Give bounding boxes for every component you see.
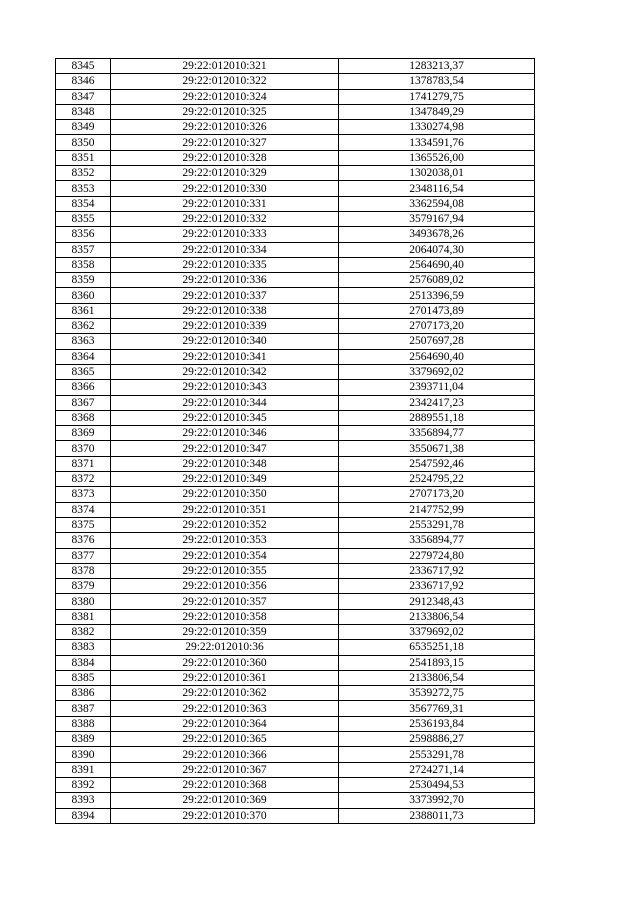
cadastral-number-cell: 29:22:012010:354	[111, 548, 339, 563]
cadastral-number-cell: 29:22:012010:351	[111, 502, 339, 517]
cadastral-value-cell: 2707173,20	[339, 487, 535, 502]
row-number-cell: 8349	[56, 120, 111, 135]
cadastral-value-cell: 2133806,54	[339, 670, 535, 685]
table-row	[56, 579, 535, 594]
row-number-cell: 8358	[56, 257, 111, 272]
cadastral-number-cell: 29:22:012010:359	[111, 624, 339, 639]
table-row	[56, 242, 535, 257]
cadastral-value-cell: 6535251,18	[339, 640, 535, 655]
row-number-cell: 8350	[56, 135, 111, 150]
table-body	[56, 59, 535, 824]
row-number-cell: 8356	[56, 227, 111, 242]
row-number-cell: 8390	[56, 747, 111, 762]
cadastral-value-cell: 1741279,75	[339, 89, 535, 104]
table-row	[56, 74, 535, 89]
row-number-cell: 8368	[56, 410, 111, 425]
cadastral-number-cell: 29:22:012010:326	[111, 120, 339, 135]
table-row	[56, 655, 535, 670]
cadastral-value-cell: 2564690,40	[339, 349, 535, 364]
row-number-cell: 8354	[56, 196, 111, 211]
cadastral-value-cell: 3362594,08	[339, 196, 535, 211]
row-number-cell: 8363	[56, 334, 111, 349]
row-number-cell: 8391	[56, 762, 111, 777]
table-row	[56, 548, 535, 563]
row-number-cell: 8347	[56, 89, 111, 104]
cadastral-value-cell: 2598886,27	[339, 732, 535, 747]
table-row	[56, 288, 535, 303]
cadastral-number-cell: 29:22:012010:332	[111, 211, 339, 226]
table-row	[56, 319, 535, 334]
table-row	[56, 747, 535, 762]
cadastral-number-cell: 29:22:012010:36	[111, 640, 339, 655]
cadastral-value-cell: 2701473,89	[339, 303, 535, 318]
table-row	[56, 59, 535, 74]
cadastral-number-cell: 29:22:012010:328	[111, 150, 339, 165]
cadastral-value-cell: 3356894,77	[339, 426, 535, 441]
cadastral-value-cell: 2348116,54	[339, 181, 535, 196]
cadastral-number-cell: 29:22:012010:355	[111, 563, 339, 578]
cadastral-value-cell: 2724271,14	[339, 762, 535, 777]
row-number-cell: 8387	[56, 701, 111, 716]
table-row	[56, 732, 535, 747]
table-row	[56, 380, 535, 395]
cadastral-value-cell: 2336717,92	[339, 563, 535, 578]
row-number-cell: 8377	[56, 548, 111, 563]
row-number-cell: 8385	[56, 670, 111, 685]
cadastral-value-cell: 2147752,99	[339, 502, 535, 517]
row-number-cell: 8359	[56, 273, 111, 288]
row-number-cell: 8382	[56, 624, 111, 639]
row-number-cell: 8366	[56, 380, 111, 395]
cadastral-number-cell: 29:22:012010:352	[111, 517, 339, 532]
cadastral-value-cell: 3379692,02	[339, 624, 535, 639]
row-number-cell: 8370	[56, 441, 111, 456]
row-number-cell: 8376	[56, 533, 111, 548]
row-number-cell: 8352	[56, 166, 111, 181]
cadastral-number-cell: 29:22:012010:357	[111, 594, 339, 609]
table-row	[56, 426, 535, 441]
table-row	[56, 89, 535, 104]
table-row	[56, 104, 535, 119]
row-number-cell: 8381	[56, 609, 111, 624]
row-number-cell: 8383	[56, 640, 111, 655]
table-row	[56, 196, 535, 211]
table-row	[56, 777, 535, 792]
cadastral-number-cell: 29:22:012010:324	[111, 89, 339, 104]
table-row	[56, 793, 535, 808]
cadastral-number-cell: 29:22:012010:358	[111, 609, 339, 624]
row-number-cell: 8364	[56, 349, 111, 364]
table-row	[56, 640, 535, 655]
cadastral-value-cell: 3373992,70	[339, 793, 535, 808]
row-number-cell: 8379	[56, 579, 111, 594]
cadastral-number-cell: 29:22:012010:339	[111, 319, 339, 334]
table-row	[56, 349, 535, 364]
cadastral-value-cell: 3579167,94	[339, 211, 535, 226]
table-row	[56, 701, 535, 716]
row-number-cell: 8362	[56, 319, 111, 334]
cadastral-value-cell: 1334591,76	[339, 135, 535, 150]
cadastral-value-cell: 2064074,30	[339, 242, 535, 257]
cadastral-number-cell: 29:22:012010:350	[111, 487, 339, 502]
table-row	[56, 166, 535, 181]
cadastral-number-cell: 29:22:012010:363	[111, 701, 339, 716]
row-number-cell: 8394	[56, 808, 111, 823]
cadastral-number-cell: 29:22:012010:362	[111, 686, 339, 701]
cadastral-number-cell: 29:22:012010:344	[111, 395, 339, 410]
cadastral-value-cell: 2507697,28	[339, 334, 535, 349]
cadastral-value-cell: 2553291,78	[339, 747, 535, 762]
table-row	[56, 624, 535, 639]
cadastral-value-cell: 1365526,00	[339, 150, 535, 165]
table-row	[56, 120, 535, 135]
cadastral-number-cell: 29:22:012010:369	[111, 793, 339, 808]
cadastral-number-cell: 29:22:012010:343	[111, 380, 339, 395]
table-row	[56, 502, 535, 517]
cadastral-value-cell: 3379692,02	[339, 364, 535, 379]
row-number-cell: 8389	[56, 732, 111, 747]
cadastral-number-cell: 29:22:012010:341	[111, 349, 339, 364]
row-number-cell: 8388	[56, 716, 111, 731]
table-row	[56, 533, 535, 548]
cadastral-number-cell: 29:22:012010:360	[111, 655, 339, 670]
table-row	[56, 563, 535, 578]
cadastral-number-cell: 29:22:012010:367	[111, 762, 339, 777]
cadastral-number-cell: 29:22:012010:340	[111, 334, 339, 349]
table-row	[56, 364, 535, 379]
row-number-cell: 8393	[56, 793, 111, 808]
table-row	[56, 456, 535, 471]
row-number-cell: 8367	[56, 395, 111, 410]
cadastral-value-cell: 3567769,31	[339, 701, 535, 716]
table-row	[56, 410, 535, 425]
cadastral-value-cell: 2393711,04	[339, 380, 535, 395]
cadastral-value-cell: 2553291,78	[339, 517, 535, 532]
row-number-cell: 8380	[56, 594, 111, 609]
cadastral-number-cell: 29:22:012010:321	[111, 59, 339, 74]
cadastral-value-cell: 3493678,26	[339, 227, 535, 242]
row-number-cell: 8345	[56, 59, 111, 74]
cadastral-number-cell: 29:22:012010:364	[111, 716, 339, 731]
cadastral-value-cell: 2547592,46	[339, 456, 535, 471]
table-row	[56, 670, 535, 685]
cadastral-value-cell: 3550671,38	[339, 441, 535, 456]
cadastral-number-cell: 29:22:012010:353	[111, 533, 339, 548]
cadastral-value-cell: 2388011,73	[339, 808, 535, 823]
cadastral-value-cell: 2513396,59	[339, 288, 535, 303]
cadastral-value-cell: 2912348,43	[339, 594, 535, 609]
table-row	[56, 487, 535, 502]
table-row	[56, 257, 535, 272]
cadastral-number-cell: 29:22:012010:356	[111, 579, 339, 594]
table-row	[56, 273, 535, 288]
row-number-cell: 8392	[56, 777, 111, 792]
cadastral-number-cell: 29:22:012010:335	[111, 257, 339, 272]
table-row	[56, 609, 535, 624]
cadastral-number-cell: 29:22:012010:368	[111, 777, 339, 792]
row-number-cell: 8365	[56, 364, 111, 379]
cadastral-number-cell: 29:22:012010:345	[111, 410, 339, 425]
cadastral-number-cell: 29:22:012010:349	[111, 472, 339, 487]
row-number-cell: 8372	[56, 472, 111, 487]
cadastral-number-cell: 29:22:012010:366	[111, 747, 339, 762]
cadastral-value-cell: 2541893,15	[339, 655, 535, 670]
table-row	[56, 441, 535, 456]
row-number-cell: 8348	[56, 104, 111, 119]
cadastral-value-cell: 1378783,54	[339, 74, 535, 89]
table-row	[56, 517, 535, 532]
cadastral-value-cell: 2133806,54	[339, 609, 535, 624]
row-number-cell: 8374	[56, 502, 111, 517]
table-row	[56, 686, 535, 701]
row-number-cell: 8384	[56, 655, 111, 670]
row-number-cell: 8355	[56, 211, 111, 226]
table-row	[56, 211, 535, 226]
cadastral-number-cell: 29:22:012010:329	[111, 166, 339, 181]
cadastral-number-cell: 29:22:012010:348	[111, 456, 339, 471]
table-row	[56, 334, 535, 349]
cadastral-value-cell: 2564690,40	[339, 257, 535, 272]
cadastral-number-cell: 29:22:012010:334	[111, 242, 339, 257]
cadastral-value-cell: 2576089,02	[339, 273, 535, 288]
cadastral-value-cell: 3356894,77	[339, 533, 535, 548]
row-number-cell: 8373	[56, 487, 111, 502]
cadastral-number-cell: 29:22:012010:342	[111, 364, 339, 379]
cadastral-number-cell: 29:22:012010:337	[111, 288, 339, 303]
cadastral-value-cell: 2524795,22	[339, 472, 535, 487]
cadastral-number-cell: 29:22:012010:322	[111, 74, 339, 89]
cadastral-number-cell: 29:22:012010:327	[111, 135, 339, 150]
cadastral-number-cell: 29:22:012010:365	[111, 732, 339, 747]
table-row	[56, 227, 535, 242]
cadastral-value-cell: 2530494,53	[339, 777, 535, 792]
row-number-cell: 8353	[56, 181, 111, 196]
table-row	[56, 762, 535, 777]
cadastral-value-cell: 1347849,29	[339, 104, 535, 119]
cadastral-value-cell: 1330274,98	[339, 120, 535, 135]
row-number-cell: 8386	[56, 686, 111, 701]
cadastral-number-cell: 29:22:012010:370	[111, 808, 339, 823]
row-number-cell: 8369	[56, 426, 111, 441]
row-number-cell: 8360	[56, 288, 111, 303]
table-row	[56, 716, 535, 731]
cadastral-value-cell: 1302038,01	[339, 166, 535, 181]
row-number-cell: 8371	[56, 456, 111, 471]
cadastral-number-cell: 29:22:012010:331	[111, 196, 339, 211]
table-row	[56, 135, 535, 150]
table-row	[56, 808, 535, 823]
cadastral-value-cell: 3539272,75	[339, 686, 535, 701]
cadastral-number-cell: 29:22:012010:346	[111, 426, 339, 441]
cadastral-number-cell: 29:22:012010:325	[111, 104, 339, 119]
row-number-cell: 8375	[56, 517, 111, 532]
table-row	[56, 181, 535, 196]
row-number-cell: 8378	[56, 563, 111, 578]
cadastral-value-table	[55, 58, 535, 824]
cadastral-value-cell: 2889551,18	[339, 410, 535, 425]
cadastral-number-cell: 29:22:012010:336	[111, 273, 339, 288]
cadastral-number-cell: 29:22:012010:330	[111, 181, 339, 196]
row-number-cell: 8357	[56, 242, 111, 257]
row-number-cell: 8346	[56, 74, 111, 89]
row-number-cell: 8361	[56, 303, 111, 318]
cadastral-number-cell: 29:22:012010:361	[111, 670, 339, 685]
cadastral-number-cell: 29:22:012010:333	[111, 227, 339, 242]
table-row	[56, 395, 535, 410]
cadastral-value-cell: 2707173,20	[339, 319, 535, 334]
row-number-cell: 8351	[56, 150, 111, 165]
cadastral-value-cell: 1283213,37	[339, 59, 535, 74]
table-row	[56, 472, 535, 487]
cadastral-number-cell: 29:22:012010:347	[111, 441, 339, 456]
cadastral-value-cell: 2336717,92	[339, 579, 535, 594]
cadastral-value-cell: 2279724,80	[339, 548, 535, 563]
table-row	[56, 150, 535, 165]
table-row	[56, 594, 535, 609]
cadastral-value-cell: 2536193,84	[339, 716, 535, 731]
table-row	[56, 303, 535, 318]
cadastral-value-cell: 2342417,23	[339, 395, 535, 410]
cadastral-number-cell: 29:22:012010:338	[111, 303, 339, 318]
